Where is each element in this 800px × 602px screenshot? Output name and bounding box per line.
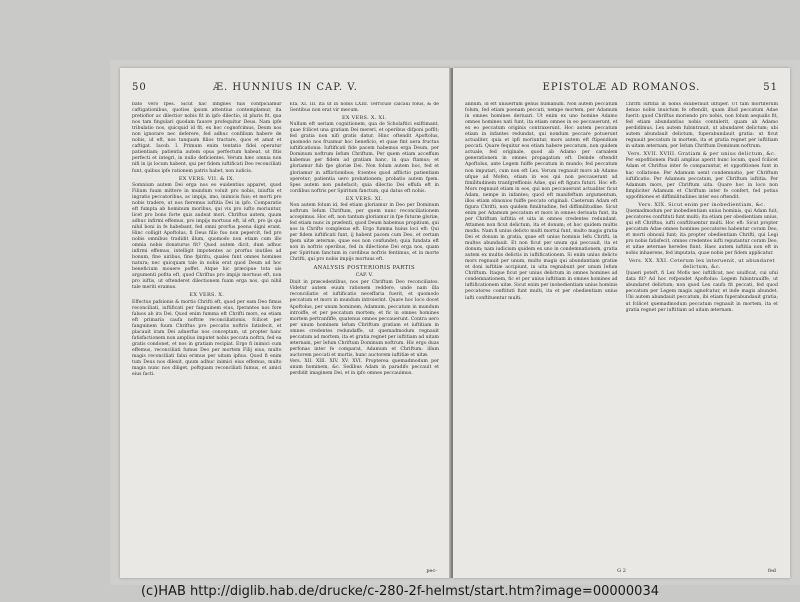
section-heading: EX VERS. XI. [345, 195, 383, 202]
right-running-title: EPISTOLÆ AD ROMANOS. [542, 82, 701, 93]
text-paragraph: Quemadmodum per inobedientiam unius hominis, qui Adam fuit, peccatores conftituti funt multi; ita etiam per obedientiam unius, qui eft Chriftus, iufti conftituentur multi. Hoc eft: Sicut propter peccatum Adae omnes homines peccatores habentur coram Deo, et morti obnoxii funt; ita propter obedientiam Chrifti, qui Legi pro nobis fatisfecit, omnes credentes iufti reputantur coram Deo, et uitae æternae heredes fiunt. Haec autem iuftitia non eft in nobis inhaerens, fed imputata, quae nobis per fidem applicatur. [625, 208, 778, 257]
section-heading: Vers. XVII. XVIII. Gratiam & per unius delictum, &c. [627, 151, 776, 158]
right-page-number: 51 [763, 82, 778, 93]
left-page [120, 68, 451, 578]
text-paragraph: Vers. XII. XIII. XIV. XV. XVI. Propterea quemadmodum per unum hominem, &c. Sedibus Adam in paradifo peccauit et perdidit imaginem Dei, et in ipfo omnes peccauimus. [289, 358, 439, 377]
section-heading: CAP. V. [355, 272, 373, 279]
right-column-2 [626, 102, 779, 564]
right-columns [465, 102, 778, 564]
left-running-title: Æ. HUNNIUS IN CAP. V. [213, 82, 358, 93]
right-running-head [465, 82, 778, 96]
left-page-number: 50 [132, 82, 147, 93]
right-column-1 [465, 102, 618, 564]
text-paragraph: Dixit in præcedentibus, nos per Chriftum Deo reconciliatos. Videtur autem euum rationem reddere, unde nam illa reconciliatio et iuftificatio neceffaria fuerit, et quomodo peccatum et mors in mundum introierint. Quare hoc loco docet Apoftolus, per unum hominem, Adamum, peccatum in mundum introiffe, et per peccatum mortem; et fic in omnes homines mortem pertranfiffe, quatenus omnes peccauerunt. Contra uero per unum hominem Iefum Chriftum gratiam et iuftitiam in omnes credentes redundaffe, ut quemadmodum regnauit peccatum ad mortem, ita et gratia regnet per iuftitiam ad uitam æternam, per Iefum Chriftum Dominum noftrum. Hic ergo duas perfonas inter fe comparat, Adamum et Chriftum: illum auctorem peccati et mortis, hunc auctorem iuftitiæ et uitæ. [289, 280, 439, 358]
left-columns [132, 102, 439, 564]
book-scan [110, 60, 800, 585]
text-paragraph: Effectus pafsionis & mortis Chrifti eft, quod per eam Deo fimus reconciliati, iuftificati per fanguinem eius, fperantes nos fore faluos ab ira Dei. Quod enim fumma eft Chrifti mors, ea etiam eft primaria caufa noftræ reconciliationis, fcilicet per fanguinem fuum Chriftus pro peccatis noftris fatisfecit, et placauit iram Dei aduerfus nos conceptam, ut propter hanc fatisfactionem non amplius imputet nobis peccata noftra, fed ea gratis condonet, et nos in gratiam recipiat. Ergo fi inimici cum effemus, reconciliati fumus Deo per mortem Filij eius, multo magis reconciliati falui erimus per uitam ipfius. Quod fi enim tum Deus nos dilexit, quum adhuc inimici eius effemus, multo magis nunc nos diliget, poftquam reconciliati fumus, et amici eius facti. [132, 299, 282, 378]
text-paragraph: bato vero fpes. Sicut hac infignes tuis confpiciamur caftigationibus, quoties ipsum attentius contemplamur, ita pretiofior ac dilectior nobis fit in ipfo dilectio, id pluris fit, qua nos tam fingulari quodam fauore profequitur Deus. Nam ipfe tribulatio nos, quicquid id fit, ex hoc cognofcimus, Deum nos non ignorare nec deferere, fed adhuc confilium habere de nobis, id eft, nos tanquam filios tractare, quos et amat et caftigat. Iacob. I. Primum enim tentatio fidei operatur patientiam; patientia autem opus perfectum habeat, ut fitis perfecti et integri, in nullo deficientes. Verum hæc omnia non nifi in ijs locum habent, qui per fidem iuftificati Deo reconciliati funt, quibus ipfe rationem patris habet, non iudicis. [132, 102, 282, 174]
section-heading: EX VERS. VII. & IX. [178, 175, 235, 182]
section-heading: ANALYSIS POSTERIORIS PARTIS [313, 265, 416, 272]
left-column-2 [290, 102, 440, 564]
left-running-head [132, 82, 439, 96]
section-heading: EX VERS. X. [189, 292, 225, 299]
text-paragraph: Nullum eft ueriam cognitionem, qua de Scholaftici exiftimant, quae fcilicet una gratiam Dei mereri, et operibus difponi poffit; fed gratia non nifi gratis datur. Hinc oftendit Apoftolus, quomodo nos fruamur hoc beneficio, et quae fint uera fructus iuftificationis: Iuftificati fide pacem habemus erga Deum, per Dominum noftrum Iefum Chriftum. Per quem etiam acceffum habemus per fidem ad gratiam hanc, in qua ftamus; et gloriamur fub fpe gloriæ Dei. Non folum autem hoc, fed et gloriamur in afflictionibus; fcientes quod afflictio patientiam operetur; patientia uero probationem; probatio autem fpem. Spes autem non pudefacit; quia dilectio Dei effufa eft in cordibus noftris per Spiritum fanctum, qui datus eft nobis. [289, 122, 439, 194]
text-paragraph: annum, id eft uniuerfum genus humanum. Non autem peccatum folum, fed etiam poenam peccati, nempe mortem, per Adamum in omnes homines deriuari. Ut enim ex uno homine Adamo omnes homines nati funt, ita etiam omnes in eo peccauerunt, et ex eo peccatum originis contraxerunt. Hoc autem peccatum etiam in infantes redundat, qui nondum peccare potuerunt actualiter, quia et ipfi moriuntur, mors autem eft ftipendium peccati. Quare fequitur eos etiam habere peccatum, non quidem actuale, fed originale, quod ab Adamo per carnalem generationem in omnes propagatum eft. Deinde oftendit Apoftolus, ante Legem fuiffe peccatum in mundo; fed peccatum non imputari, cum non eft Lex. Verum regnauit mors ab Adamo ufque ad Mofen, etiam in eos qui non peccauerant ad fimilitudinem tranfgreffionis Adae, qui eft figura futuri. Hoc eft: Mors regnauit etiam in eos, qui non peccauerunt actualiter ficut Adam, nempe in infantes; quod eft manifeftum argumentum, illos etiam obnoxios fuiffe peccato originali. Caeterum Adam eft figura Chrifti, non quidem fimilitudine, fed diffimilitudine. Sicut enim per Adamum peccatum et mors in omnes deriuata funt, ita per Chriftum iuftitia et uita in omnes credentes redundant. Attamen non ficut delictum, ita et donum; et hoc quidem multis modis. Nam fi unius delicto multi mortui funt, multo magis gratia Dei et donum in gratia, quae eft unius hominis Iefu Chrifti, in multos abundauit. Et non ficut per unum qui peccauit, ita et donum; nam iudicium quidem ex uno in condemnationem, gratia autem ex multis delictis in iuftificationem. Si enim unius delicto mors regnauit per unum, multo magis qui abundantiam gratiæ et doni iuftitiæ accipiunt, in uita regnabunt per unum Iefum Chriftum. Itaque ficut per unius delictum in omnes homines ad condemnationem, fic et per unius iuftitiam in omnes homines ad iuftificationem uitæ. Sicut enim per inobedientiam unius hominis peccatores conftituti funt multi, ita et per obedientiam unius iufti conftituentur multi. [465, 102, 618, 301]
left-catchword: pec- [426, 568, 437, 574]
text-paragraph: Per expofitionem Pauli amplius aperit hunc locum, quod fcilicet Adam et Chriftus inter fe comparantur, et oppofitiones funt in hac collatione. Per Adamum uenit condemnatio, per Chriftum iuftificatio. Per Adamum peccatum, per Chriftum iuftitia. Per Adamum mors, per Chriftum uita. Quare hoc in loco non fimpliciter Adamum et Chriftum inter fe confert, fed potius oppofitiones et diffimilitudines inter eos oftendit. [625, 158, 778, 200]
text-paragraph: Quaeri poteft, fi Lex Mofis nec iuftificat, nec uiuificat, cui ufui data fit? Ad hoc refpondet Apoftolus: Legem fubintrauiffe, ut abundaret delictum; non quod Lex caufa fit peccati, fed quod peccatum per Legem magis agnofcatur, et inde magis abundet. Ubi autem abundauit peccatum, ibi etiam fuperabundauit gratia; ut fcilicet quemadmodum peccatum regnauit in mortem, ita et gratia regnet per iuftitiam ad uitam æternam. [625, 271, 778, 313]
section-heading: EX VERS. X. XI. [341, 115, 387, 122]
left-column-1 [132, 102, 282, 564]
right-signature-mark: G 2 [617, 568, 626, 574]
right-catchword: fed [767, 568, 776, 574]
text-paragraph: Efa. XI. III. ita ut in nobis LXIII. Terriculo calcaui folus, & de Gentibus non erat vir mecum. [289, 102, 439, 114]
right-page [453, 68, 790, 578]
text-paragraph: Somnium autem Dei erga nos eo euidentius apparet, quod Filium fuum mittere in mundum voluit pro nobis, iniuftis et ingratis peccatoribus, ac impijs, imo, inimicis fuis; et morti pro nobis tradere, ut nos fieremus iuftitia Dei in ipfo. Comparatio eft fumpta ab hominum moribus, qui vix pro iufto moriuntur, licet pro bono forte quis audeat mori. Chriftus autem, quum adhuc infirmi effemus, pro impijs mortuus eft, id eft, pro ijs qui nihil boni in fe habebant, fed omni prorfus poena digni erant. Hinc colligit Apoftolus, fi Deus filio fuo non pepercit, fed pro nobis omnibus tradidit illum, quomodo non etiam cum illo omnia nobis donaturus fit? Quod autem dicit, dum adhuc infirmi effemus, intelligit impotentes ac prorfus inutiles ad bonum, fine uiribus, fine fpiritu, quales funt omnes homines natura; nec quicquam tale in nobis erat quod Deum ad hoc beneficium mouere poffet. Atque hic præcipue tota uis argumenti pofita eft, quod Chriftus pro impijs mortuus eft, non pro iuftis, ut oftenderet dilectionem fuam erga nos, qui nihil tale meriti eramus. [132, 182, 282, 291]
text-paragraph: Chrifti iuftitia in nobis exuberauit infuper. Ut tam mortiferum denuo nobis inuictum fe oftendit, quam illud peccatum Adae fuerit: quod Chriftus moriendo pro nobis, non folum aequalis fit, fed etiam abundantius nobis contulerit, quam ab Adamo perdidimus. Lex autem fubintrauit, ut abundaret delictum; ubi autem abundauit delictum, fuperabundauit gratia: ut ficut regnauit peccatum in mortem, ita et gratia regnet per iuftitiam in uitam æternam, per Iefum Chriftum Dominum noftrum. [625, 102, 778, 150]
section-heading: Vers. XX. XXI. Ceterum lex interuenit, ut abundaret delictum, &c. [628, 258, 775, 271]
image-credit: (c)HAB http://diglib.hab.de/drucke/c-280-2f-helmst/start.htm?image=00000034 [140, 584, 659, 599]
text-paragraph: Non autem folum id, fed etiam gloriamur in Deo per Dominum noftrum Iefum Chriftum, per quem nunc reconciliationem accepimus. Hoc eft, non tantum gloriamur in fpe futuræ gloriæ, fed etiam nunc in præfenti, quod Deum habemus propitium, qui nos in Chrifto complexus eft. Ergo fumma huius loci eft: Qui per fidem iuftificati funt, ij habent pacem cum Deo, et certam fpem uitæ æternæ, quae eos non confundet; quia fundata eft non in noftris operibus, fed in dilectione Dei erga nos, quam per Spiritum fanctum in cordibus noftris fentimus, et in morte Chrifti, qui pro nobis impijs mortuus eft. [289, 202, 439, 263]
section-heading: Vers. XIX. Sicut enim per inobedientiam, &c. [638, 201, 766, 208]
